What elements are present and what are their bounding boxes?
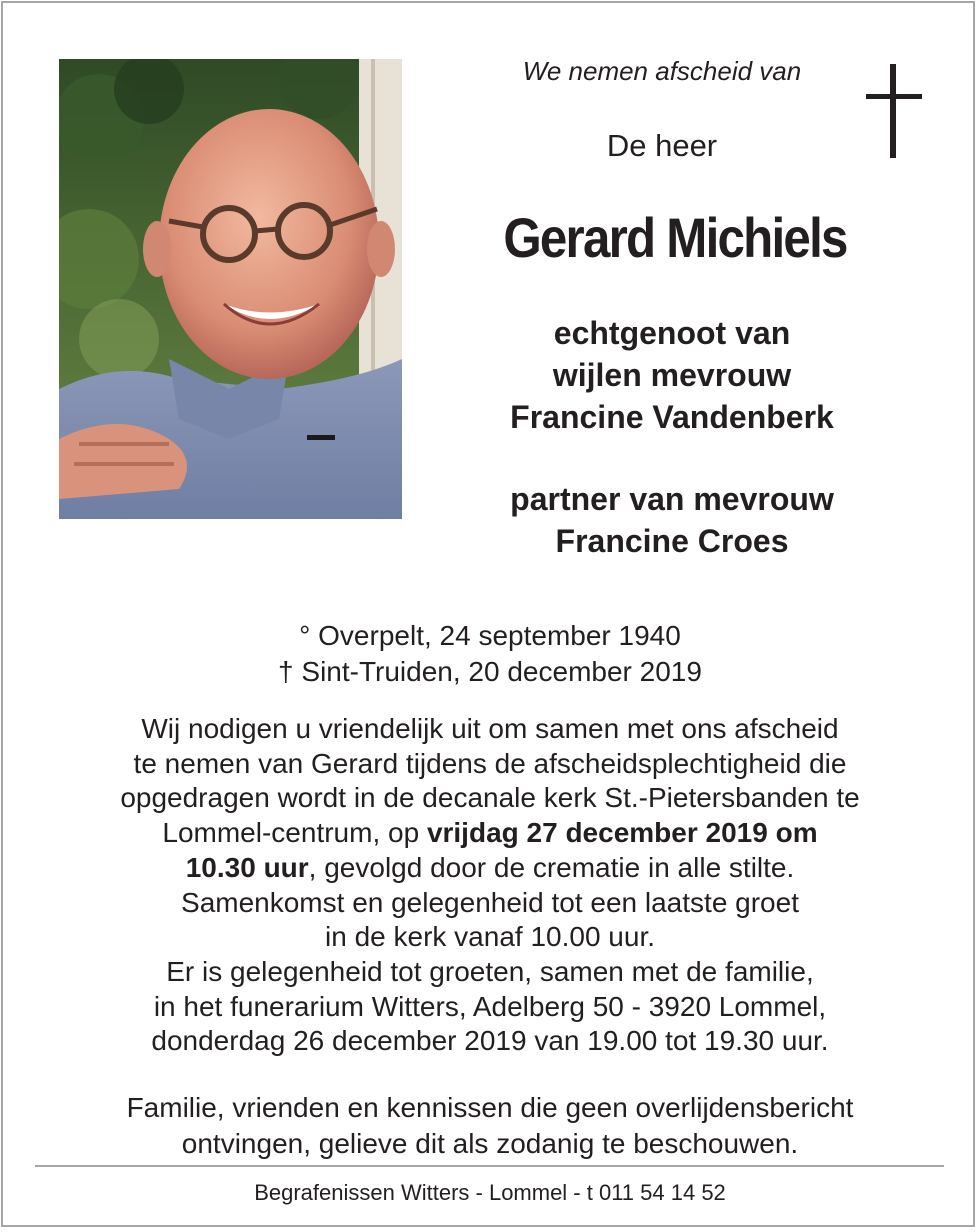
notice-line: Familie, vrienden en kennissen die geen overlijdensbericht bbox=[126, 1092, 854, 1123]
deceased-name: Gerard Michiels bbox=[503, 206, 847, 269]
portrait-photo bbox=[59, 59, 402, 519]
relation-line: Francine Croes bbox=[555, 523, 789, 559]
invitation-line: Samenkomst en gelegenheid tot een laatste groet bbox=[181, 886, 799, 918]
divider bbox=[35, 1165, 944, 1167]
invitation-line-suffix: , gevolgd door de crematie in alle stilte. bbox=[308, 851, 795, 883]
invitation-line: donderdag 26 december 2019 van 19.00 tot 19.30 uur. bbox=[151, 1025, 829, 1057]
invitation-line: Wij nodigen u vriendelijk uit om samen met ons afscheid bbox=[141, 713, 839, 744]
invitation-line bbox=[40, 816, 940, 851]
notice-line: ontvingen, gelieve dit als zodanig te beschouwen. bbox=[181, 1128, 799, 1159]
invitation-line: in de kerk vanaf 10.00 uur. bbox=[325, 921, 655, 953]
salutation: De heer bbox=[606, 128, 718, 163]
funeral-home-footer: Begrafenissen Witters - Lommel - t 011 54 14 52 bbox=[254, 1180, 726, 1205]
relation-block bbox=[430, 312, 914, 562]
intro-text: We nemen afscheid van bbox=[522, 56, 802, 86]
invitation-line: Er is gelegenheid tot groeten, samen met de familie, bbox=[166, 955, 814, 987]
invitation-line-prefix: Lommel-centrum, op bbox=[162, 817, 427, 849]
invitation-line bbox=[40, 851, 940, 886]
ceremony-date: vrijdag 27 december 2019 om bbox=[426, 817, 818, 849]
ceremony-time: 10.30 uur bbox=[185, 851, 309, 883]
birth-date: ° Overpelt, 24 september 1940 bbox=[299, 620, 681, 651]
relation-line: Francine Vandenberk bbox=[510, 399, 834, 435]
invitation-text bbox=[40, 712, 940, 1059]
death-date: † Sint-Truiden, 20 december 2019 bbox=[278, 656, 702, 687]
dates-block bbox=[60, 618, 920, 690]
relation-line: echtgenoot van bbox=[553, 315, 791, 351]
relation-line: partner van mevrouw bbox=[510, 481, 834, 517]
cross-icon bbox=[866, 64, 922, 158]
notice-text bbox=[40, 1090, 940, 1162]
relation-line: wijlen mevrouw bbox=[552, 357, 792, 393]
invitation-line: opgedragen wordt in de decanale kerk St.-Pietersbanden te bbox=[120, 782, 860, 814]
invitation-line: in het funerarium Witters, Adelberg 50 - 3920 Lommel, bbox=[153, 990, 827, 1022]
invitation-line: te nemen van Gerard tijdens de afscheidsplechtigheid die bbox=[133, 747, 847, 779]
